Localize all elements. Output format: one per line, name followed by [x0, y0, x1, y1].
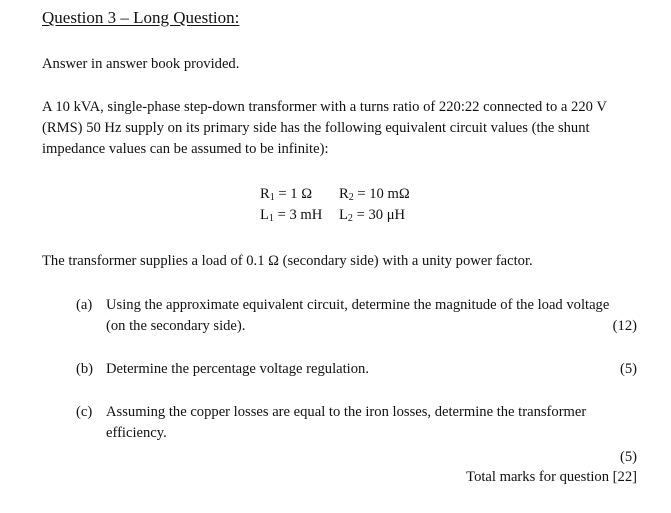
- part-c-line-2: efficiency.: [106, 425, 167, 441]
- part-b-line-1: Determine the percentage voltage regulation.: [106, 361, 369, 377]
- total-marks: Total marks for question [22]: [466, 469, 637, 485]
- value-l2: $L_2 = 30$ μH: [339, 207, 406, 224]
- part-a-line-1: Using the approximate equivalent circuit, determine the magnitude of the load voltage: [106, 297, 610, 313]
- part-b-marks: (5): [619, 361, 637, 377]
- value-r1: $R_1 = 1$ Ω: [260, 186, 313, 203]
- intro-line-3: impedance values can be assumed to be infinite):: [42, 141, 329, 157]
- value-r2: $R_2 = 10$ mΩ: [339, 186, 410, 203]
- part-c-line-1: Assuming the copper losses are equal to the iron losses, determine the transformer: [106, 404, 587, 420]
- part-b-label: (b): [76, 361, 94, 377]
- part-a-label: (a): [76, 297, 93, 313]
- load-description: The transformer supplies a load of 0.1 Ω (secondary side) with a unity power factor.: [42, 253, 533, 269]
- question-title: Question 3 – Long Question:: [42, 8, 240, 27]
- part-a-marks: (12): [612, 318, 637, 334]
- part-c-marks: (5): [619, 449, 637, 465]
- value-l1: $L_1 = 3$ mH: [260, 207, 323, 224]
- instruction-text: Answer in answer book provided.: [42, 56, 240, 72]
- intro-line-1: A 10 kVA, single-phase step-down transformer with a turns ratio of 220:22 connected to a 220 V: [42, 99, 607, 115]
- intro-line-2: (RMS) 50 Hz supply on its primary side has the following equivalent circuit values (the shunt: [42, 120, 590, 136]
- part-c-label: (c): [76, 404, 93, 420]
- part-a-line-2: (on the secondary side).: [106, 318, 246, 334]
